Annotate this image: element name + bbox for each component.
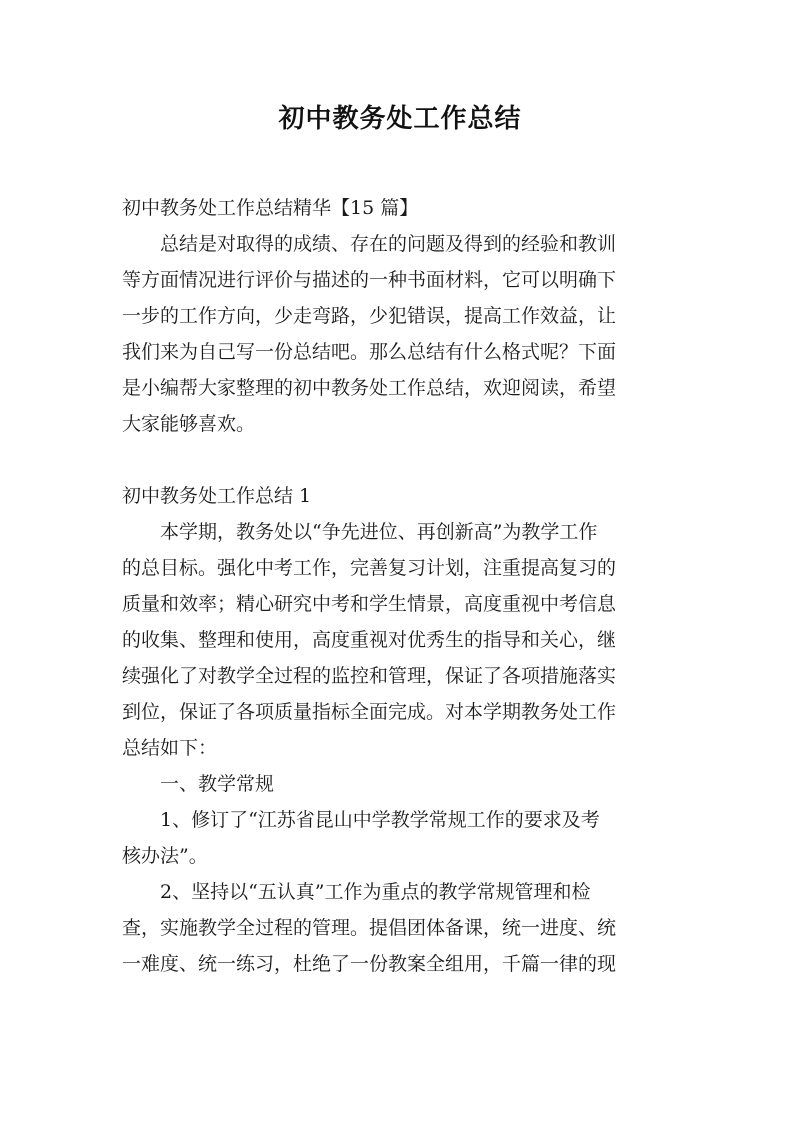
text-line: 一步的工作方向，少走弯路，少犯错误，提高工作效益，让 [122,305,617,327]
text-line: 1、修订了“江苏省昆山中学教学常规工作的要求及考 [160,809,600,831]
intro-paragraph [122,226,682,442]
text-line: 的收集、整理和使用，高度重视对优秀生的指导和关心，继 [122,629,617,651]
section1-paragraph [122,514,682,766]
section-heading: 初中教务处工作总结 1 [122,485,312,507]
text-line: 的总目标。强化中考工作，完善复习计划，注重提高复习的 [122,557,617,579]
text-line: 总结是对取得的成绩、存在的问题及得到的经验和教训 [160,233,617,255]
subheading-teaching-routine: 一、教学常规 [160,773,275,795]
text-line: 总结如下： [122,737,218,759]
text-line: 一难度、统一练习，杜绝了一份教案全组用，千篇一律的现 [122,953,617,975]
text-line: 查，实施教学全过程的管理。提倡团体备课，统一进度、统 [122,917,617,939]
document-title: 初中教务处工作总结 [278,104,522,134]
text-line: 续强化了对教学全过程的监控和管理，保证了各项措施落实 [122,665,617,687]
text-line: 质量和效率；精心研究中考和学生情景，高度重视中考信息 [122,593,617,615]
text-line: 到位，保证了各项质量指标全面完成。对本学期教务处工作 [122,701,617,723]
text-line: 是小编帮大家整理的初中教务处工作总结，欢迎阅读，希望 [122,377,617,399]
item-2 [122,874,682,982]
text-line: 本学期，教务处以“争先进位、再创新高”为教学工作 [160,521,598,543]
spacer [122,442,682,478]
item-1 [122,802,682,874]
text-line: 2、坚持以“五认真”工作为重点的教学常规管理和检 [160,881,591,903]
text-line: 等方面情况进行评价与描述的一种书面材料，它可以明确下 [122,269,617,291]
document-body [122,190,682,982]
text-line: 核办法”。 [122,845,208,867]
text-line: 我们来为自己写一份总结吧。那么总结有什么格式呢？下面 [122,341,617,363]
subtitle: 初中教务处工作总结精华【15 篇】 [122,197,419,219]
text-line: 大家能够喜欢。 [122,413,256,435]
